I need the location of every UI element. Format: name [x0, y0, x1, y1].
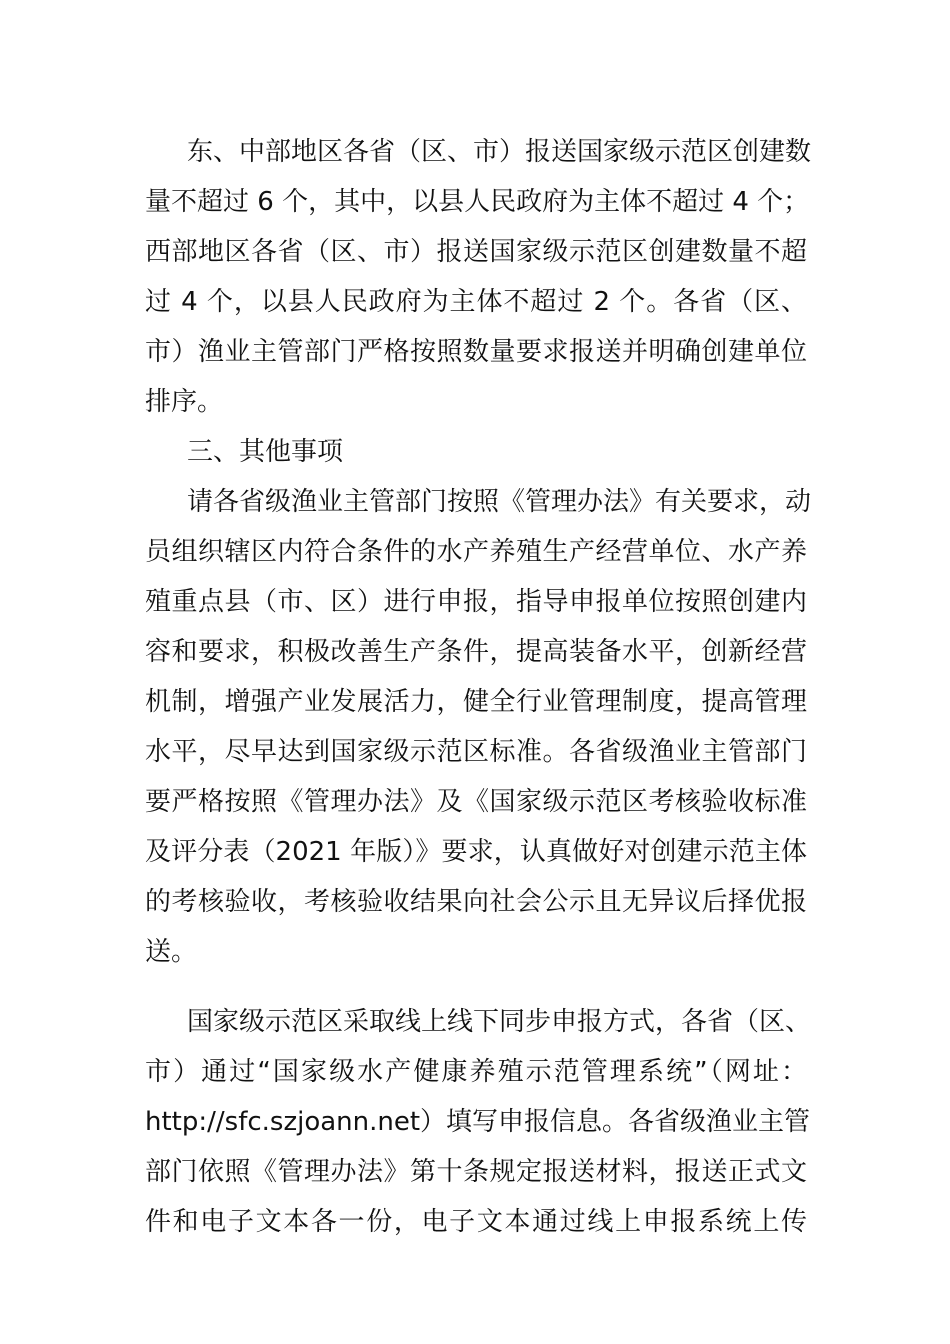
text-line: 水平，尽早达到国家级示范区标准。各省级渔业主管部门: [145, 737, 807, 767]
text-line: 排序。: [145, 387, 224, 417]
text-line: http://sfc.szjoann.net）填写申报信息。各省级渔业主管: [145, 1107, 811, 1137]
text-line: 员组织辖区内符合条件的水产养殖生产经营单位、水产养: [145, 537, 807, 567]
text-line: 国家级示范区采取线上线下同步申报方式，各省（区、: [187, 1007, 812, 1037]
text-line: 要严格按照《管理办法》及《国家级示范区考核验收标准: [145, 787, 807, 817]
text-line: 量不超过 6 个，其中，以县人民政府为主体不超过 4 个；: [145, 187, 810, 217]
text-line: 件和电子文本各一份，电子文本通过线上申报系统上传: [145, 1207, 807, 1237]
text-line: 过 4 个，以县人民政府为主体不超过 2 个。各省（区、: [145, 287, 807, 317]
text-line: 机制，增强产业发展活力，健全行业管理制度，提高管理: [145, 687, 807, 717]
text-line: 的考核验收，考核验收结果向社会公示且无异议后择优报: [145, 887, 807, 917]
text-line: 西部地区各省（区、市）报送国家级示范区创建数量不超: [145, 237, 807, 267]
text-line: 东、中部地区各省（区、市）报送国家级示范区创建数: [187, 137, 812, 167]
text-line: 市）通过“国家级水产健康养殖示范管理系统”（网址：: [145, 1057, 807, 1087]
text-line: 送。: [145, 937, 198, 967]
section-heading: 三、其他事项: [187, 437, 344, 467]
text-line: 部门依照《管理办法》第十条规定报送材料，报送正式文: [145, 1157, 807, 1187]
text-line: 请各省级渔业主管部门按照《管理办法》有关要求，动: [187, 487, 812, 517]
text-line: 市）渔业主管部门严格按照数量要求报送并明确创建单位: [145, 337, 807, 367]
text-line: 容和要求，积极改善生产条件，提高装备水平，创新经营: [145, 637, 807, 667]
text-line: 及评分表（2021 年版）》要求，认真做好对创建示范主体: [145, 837, 807, 867]
text-line: 殖重点县（市、区）进行申报，指导申报单位按照创建内: [145, 587, 807, 617]
